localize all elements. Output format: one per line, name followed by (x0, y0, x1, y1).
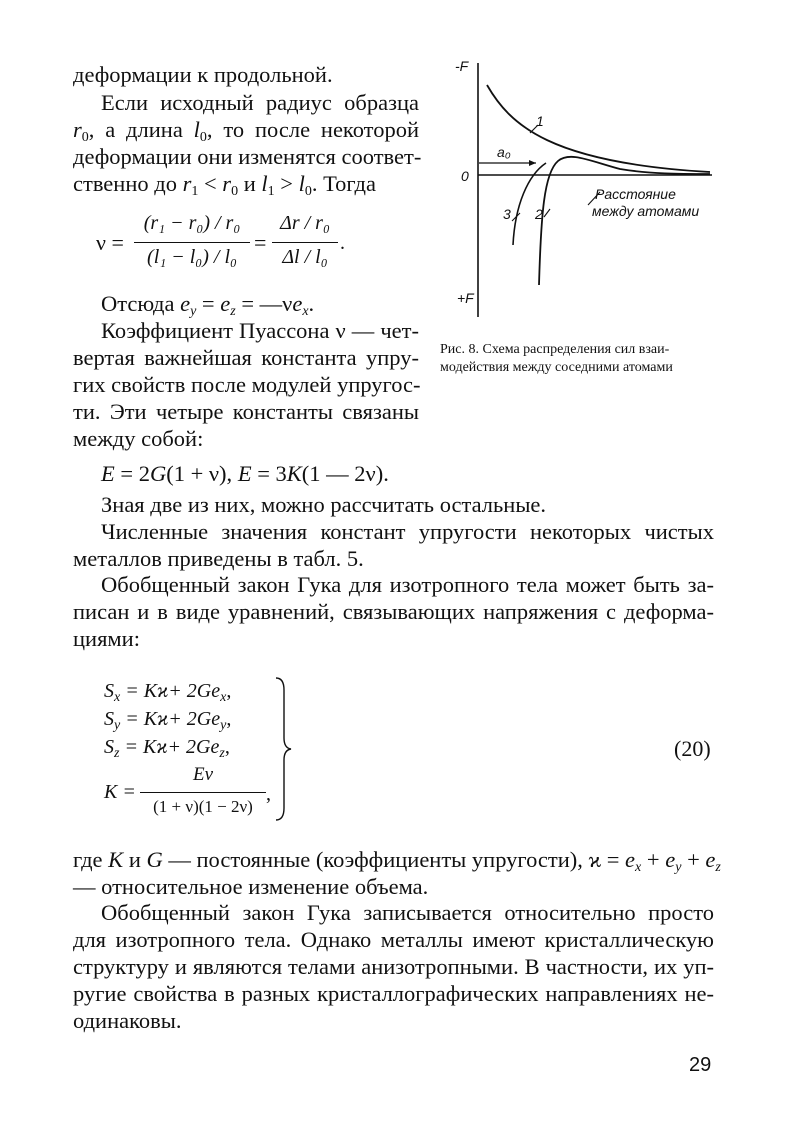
curve-2 (539, 157, 710, 285)
eq-period: . (340, 232, 345, 254)
k-denominator: (1 + ν)(1 − 2ν) (153, 797, 253, 816)
text-line: писан и в виде уравнений, связывающих напряжения с деформа- (73, 599, 714, 624)
page-number: 29 (689, 1054, 712, 1076)
text-line: деформации они изменятся соответ- (73, 144, 422, 169)
text-line: Зная две из них, можно рассчитать остальные. (101, 492, 547, 517)
text-line: структуру и являются телами анизотропными. В частности, их уп- (73, 954, 714, 979)
text-line: для изотропного тела. Однако металлы имеют кристаллическую (73, 927, 714, 952)
axis-label-minus-f: -F (455, 58, 469, 74)
curve-label-1: 1 (536, 113, 544, 129)
curve-1 (487, 85, 710, 172)
text-line: Обобщенный закон Гука для изотропного тела может быть за- (101, 572, 714, 597)
text-line: металлов приведены в табл. 5. (73, 546, 364, 571)
force-diagram (440, 55, 740, 330)
text-line: Отсюда $e_y = e_z$ = $—\nu e_x$. (101, 291, 315, 319)
text-line: Если исходный радиус образца (101, 90, 419, 115)
eq-comma: , (266, 783, 271, 805)
text-line: — относительное изменение объема. (73, 874, 429, 899)
equation-row: $S_z = Kϰ+ 2Ge_z$, (104, 736, 230, 761)
text-line: деформации к продольной. (73, 62, 333, 87)
distance-label: между атомами (592, 203, 700, 219)
text-line: Обобщенный закон Гука записывается относительно просто (101, 900, 714, 925)
fraction-bar (140, 792, 266, 793)
fraction-bar (134, 242, 250, 243)
eq-denominator: (l₁ − l₀) / l₀ (147, 246, 237, 268)
curve-label-3: 3 (503, 206, 511, 222)
distance-label: Расстояние (595, 186, 676, 202)
text-line: ственно до $r_1 < r_0$ и $l_1 > l_0$. Тогда (73, 171, 376, 199)
a0-label: a₀ (497, 144, 511, 160)
text-line: $r_0$, а длина $l_0$, то после некоторой (73, 117, 420, 145)
arrow-head (529, 160, 536, 166)
eq-numerator: (r₁ − r₀) / r₀ (143, 212, 241, 234)
text-line: одинаковы. (73, 1008, 182, 1033)
text-line: ругие свойства в разных кристаллографических направлениях не- (73, 981, 714, 1006)
text-line: Коэффициент Пуассона ν — чет- (101, 318, 419, 343)
leader-line (544, 209, 550, 217)
axis-label-plus-f: +F (457, 290, 474, 306)
equation-row: $S_x = Kϰ+ 2Ge_x$, (104, 680, 232, 705)
equation-row: $S_y = Kϰ+ 2Ge_y$, (104, 708, 232, 733)
equation-row-k: K = (104, 781, 136, 803)
text-line: ти. Эти четыре константы связаны (73, 399, 419, 424)
relations-formula: E = 2G(1 + ν), E = 3K(1 — 2ν). (101, 461, 389, 486)
fraction-bar (272, 242, 338, 243)
eq-denominator: Δl / l₀ (282, 246, 328, 268)
k-numerator: Eν (192, 764, 214, 785)
eq-equals: = (254, 230, 267, 255)
text-line: вертая важнейшая константа упру- (73, 345, 419, 370)
right-brace (274, 676, 294, 822)
text-line: где K и G — постоянные (коэффициенты упругости), $ϰ = e_x + e_y + e_z$ (73, 847, 721, 875)
text-line: Численные значения констант упругости некоторых чистых (101, 519, 714, 544)
eq-lhs: ν = (96, 230, 124, 255)
text-line: между собой: (73, 426, 204, 451)
origin-label: 0 (461, 168, 469, 184)
curve-label-2: 2 (535, 206, 543, 222)
figure-caption: Рис. 8. Схема распределения сил взаи- (440, 342, 670, 357)
figure-caption: модействия между соседними атомами (440, 360, 673, 375)
eq-numerator: Δr / r₀ (280, 212, 330, 234)
equation-number: (20) (674, 736, 711, 761)
text-line: циями: (73, 626, 140, 651)
text-line: гих свойств после модулей упругос- (73, 372, 421, 397)
